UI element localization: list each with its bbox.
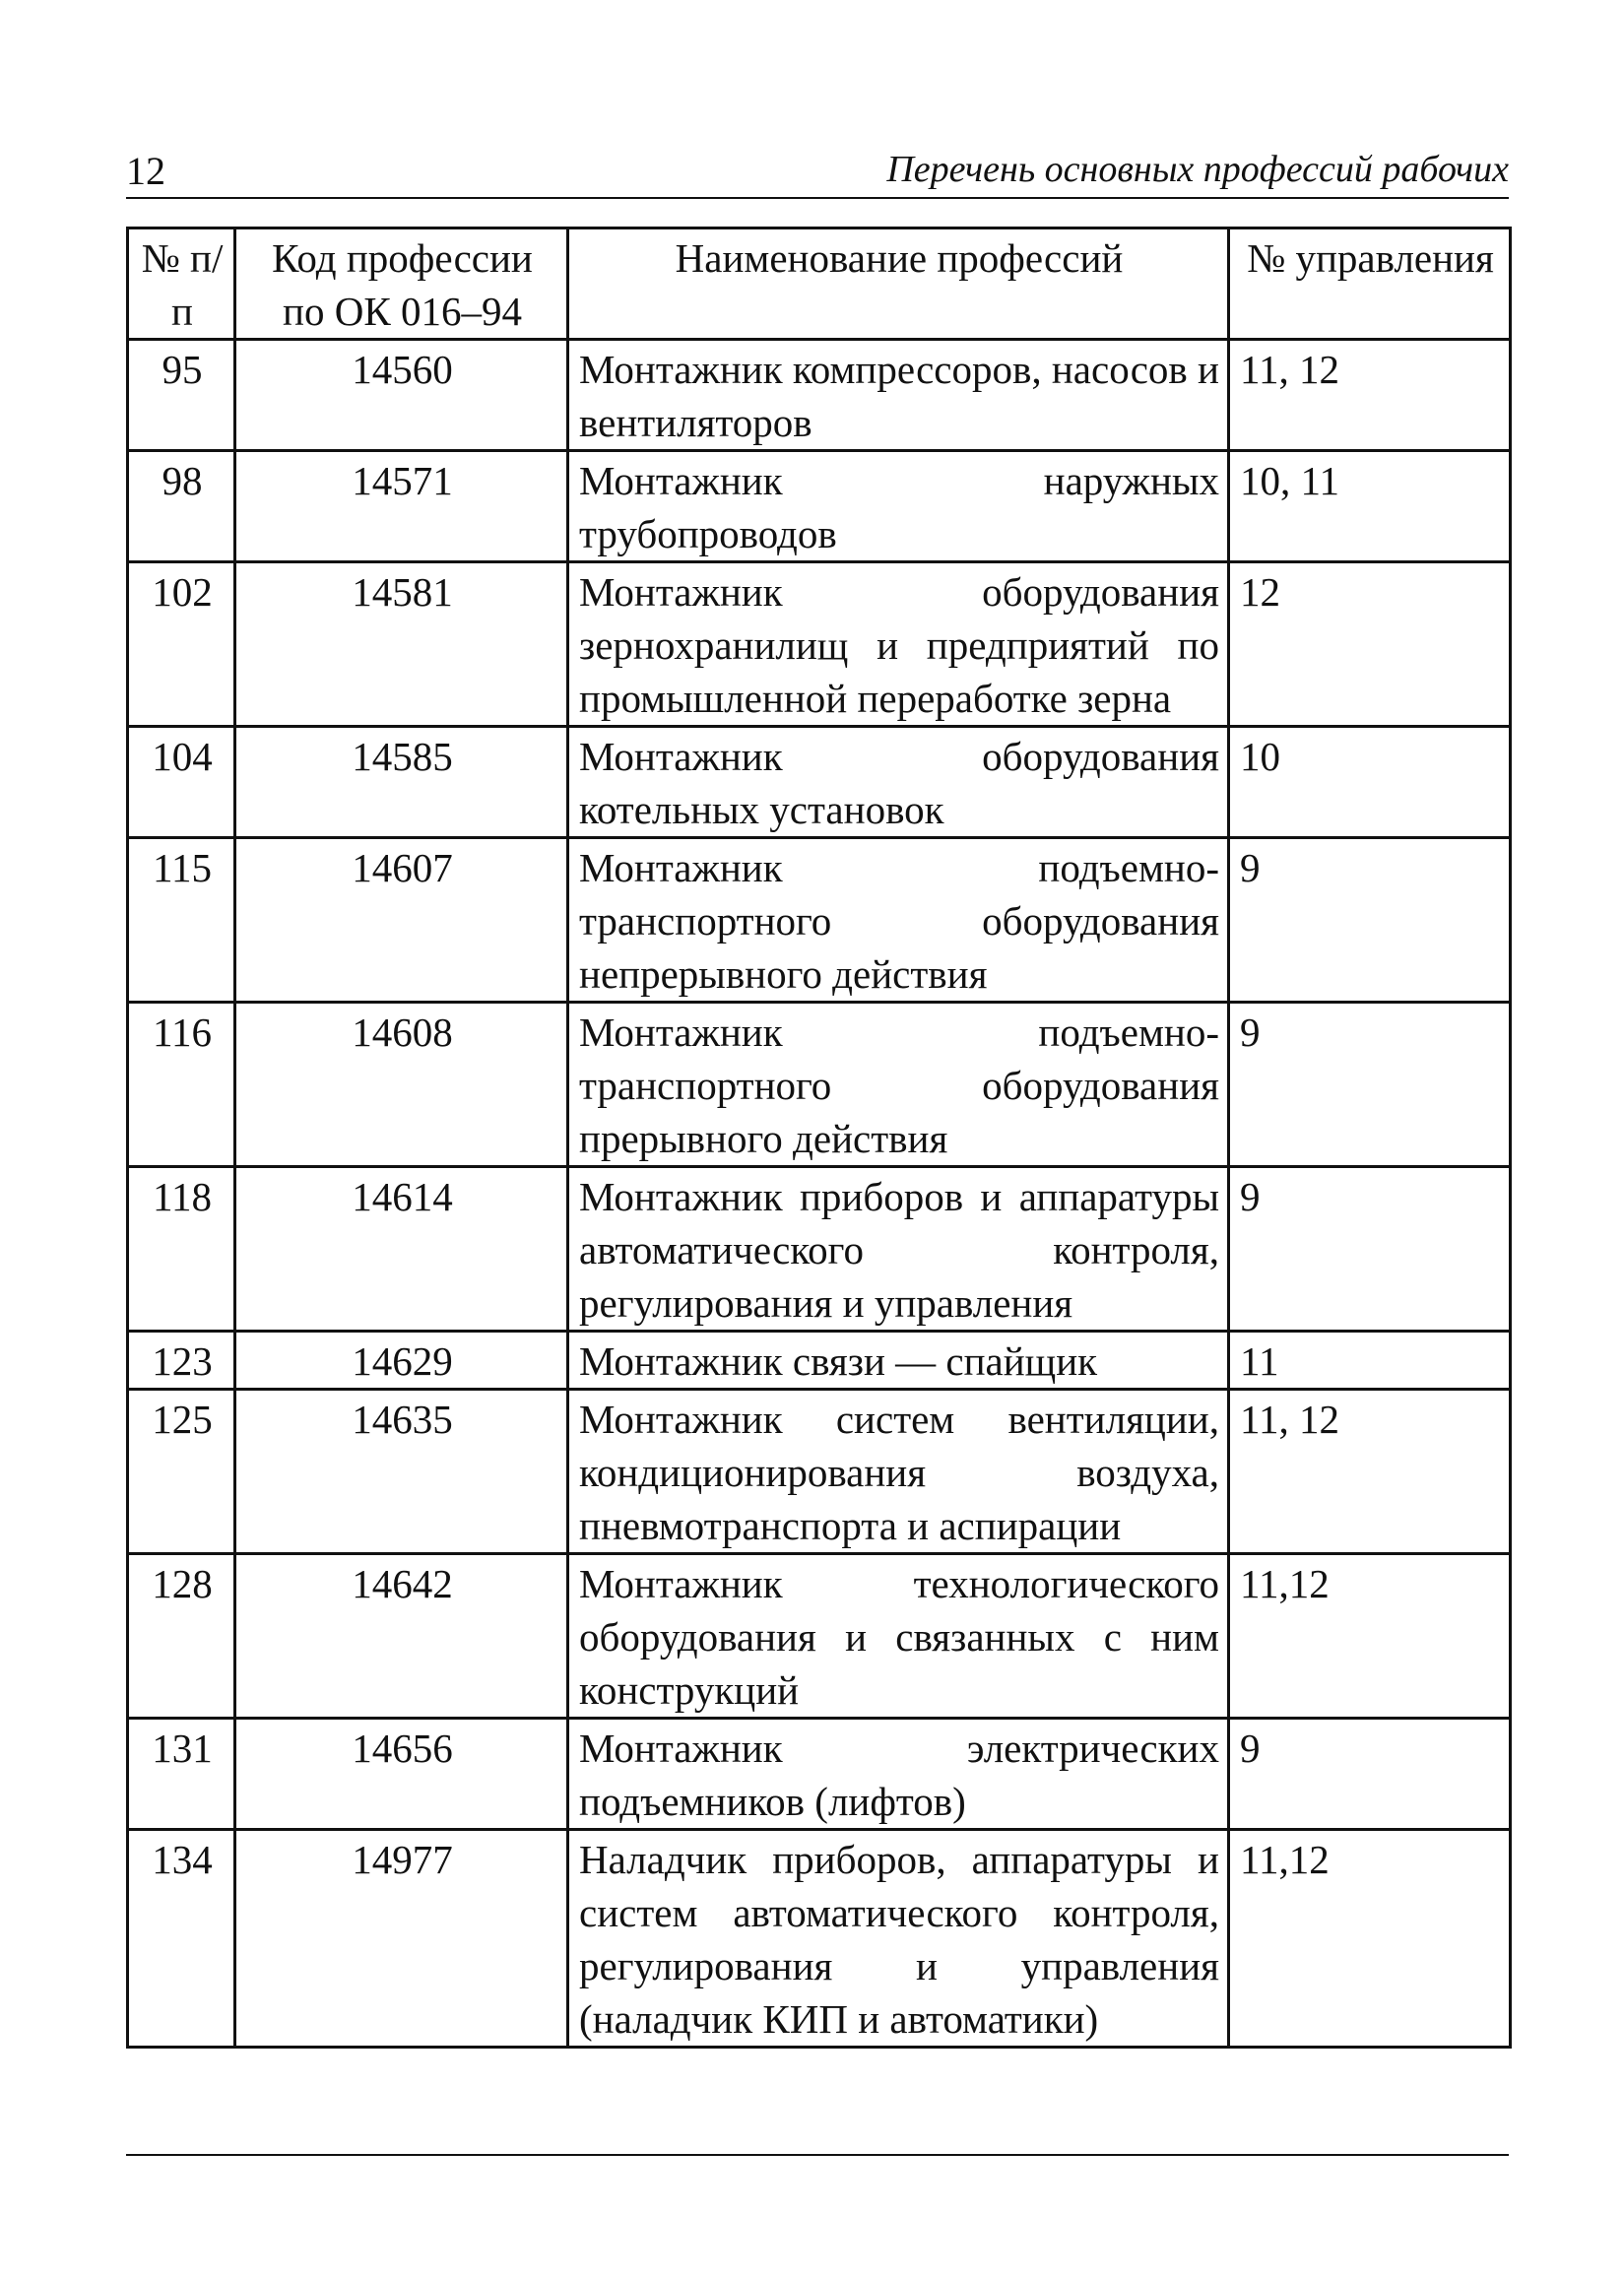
page-number: 12: [126, 149, 165, 193]
cell-code: 14635: [235, 1390, 568, 1554]
cell-code: 14581: [235, 562, 568, 727]
header-code: Код профессии по ОК 016–94: [235, 228, 568, 340]
cell-code: 14585: [235, 727, 568, 838]
cell-code: 14642: [235, 1554, 568, 1719]
cell-num: 131: [128, 1719, 235, 1830]
cell-code: 14656: [235, 1719, 568, 1830]
cell-name: Монтажник приборов и аппаратуры автоматического контроля, регулирования и управления: [568, 1167, 1229, 1332]
table-row: [128, 1167, 1511, 1332]
cell-num: 118: [128, 1167, 235, 1332]
professions-table: [126, 227, 1512, 2049]
cell-dept: 9: [1229, 1719, 1511, 1830]
running-title: Перечень основных профессий рабочих: [886, 149, 1509, 190]
cell-num: 128: [128, 1554, 235, 1719]
cell-code: 14608: [235, 1003, 568, 1167]
cell-name: Монтажник компрессоров, насосов и вентиляторов: [568, 340, 1229, 451]
table-row: [128, 1390, 1511, 1554]
cell-name: Монтажник связи — спайщик: [568, 1332, 1229, 1390]
cell-dept: 9: [1229, 838, 1511, 1003]
table-header-row: [128, 228, 1511, 340]
cell-name: Наладчик приборов, аппаратуры и систем автоматического контроля, регулирования и управления (наладчик КИП и автоматики): [568, 1830, 1229, 2048]
table-row: [128, 1332, 1511, 1390]
table-row: [128, 727, 1511, 838]
header-dept: № управления: [1229, 228, 1511, 340]
table-row: [128, 838, 1511, 1003]
cell-name: Монтажник подъемно-транспортного оборудования прерывного действия: [568, 1003, 1229, 1167]
cell-num: 98: [128, 451, 235, 562]
header-num: № п/п: [128, 228, 235, 340]
table-body: [128, 340, 1511, 2048]
table-row: [128, 1719, 1511, 1830]
cell-code: 14571: [235, 451, 568, 562]
table-row: [128, 1003, 1511, 1167]
cell-num: 116: [128, 1003, 235, 1167]
cell-dept: 11,12: [1229, 1830, 1511, 2048]
cell-dept: 9: [1229, 1167, 1511, 1332]
cell-num: 125: [128, 1390, 235, 1554]
cell-code: 14614: [235, 1167, 568, 1332]
cell-dept: 11, 12: [1229, 340, 1511, 451]
cell-dept: 11: [1229, 1332, 1511, 1390]
cell-dept: 11, 12: [1229, 1390, 1511, 1554]
cell-name: Монтажник оборудования котельных установок: [568, 727, 1229, 838]
cell-dept: 10, 11: [1229, 451, 1511, 562]
cell-num: 104: [128, 727, 235, 838]
cell-name: Монтажник оборудования зернохранилищ и предприятий по промышленной переработке зерна: [568, 562, 1229, 727]
cell-dept: 12: [1229, 562, 1511, 727]
table-row: [128, 562, 1511, 727]
cell-dept: 10: [1229, 727, 1511, 838]
cell-code: 14977: [235, 1830, 568, 2048]
cell-num: 102: [128, 562, 235, 727]
table-row: [128, 1830, 1511, 2048]
footer-rule: [126, 2154, 1509, 2156]
header-name: Наименование профессий: [568, 228, 1229, 340]
cell-num: 95: [128, 340, 235, 451]
cell-num: 134: [128, 1830, 235, 2048]
table-row: [128, 340, 1511, 451]
cell-dept: 11,12: [1229, 1554, 1511, 1719]
cell-name: Монтажник технологического оборудования и связанных с ним конструкций: [568, 1554, 1229, 1719]
cell-code: 14560: [235, 340, 568, 451]
cell-dept: 9: [1229, 1003, 1511, 1167]
table-row: [128, 451, 1511, 562]
cell-code: 14607: [235, 838, 568, 1003]
cell-num: 123: [128, 1332, 235, 1390]
table-row: [128, 1554, 1511, 1719]
cell-name: Монтажник наружных трубопроводов: [568, 451, 1229, 562]
cell-code: 14629: [235, 1332, 568, 1390]
cell-num: 115: [128, 838, 235, 1003]
cell-name: Монтажник систем вентиляции, кондиционирования воздуха, пневмотранспорта и аспирации: [568, 1390, 1229, 1554]
cell-name: Монтажник электрических подъемников (лифтов): [568, 1719, 1229, 1830]
cell-name: Монтажник подъемно-транспортного оборудования непрерывного действия: [568, 838, 1229, 1003]
